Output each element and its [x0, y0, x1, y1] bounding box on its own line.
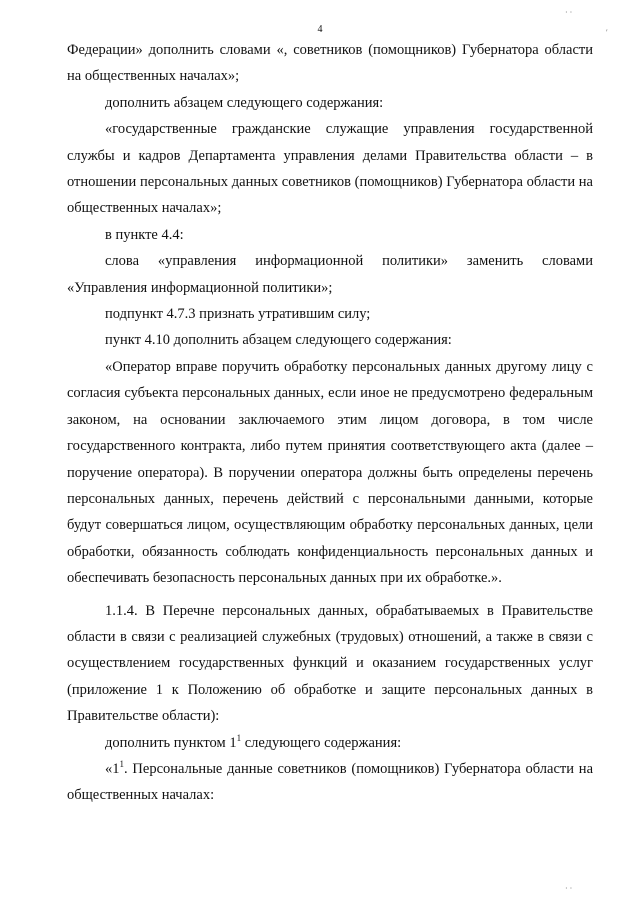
paragraph-11 [67, 756, 593, 809]
paragraph-10-text-end: следующего содержания: [241, 734, 402, 751]
paragraph-10-text: дополнить пунктом 1 [105, 734, 237, 751]
paragraph-8: «Оператор вправе поручить обработку персональных данных другому лицу с согласия субъекта персональных данных, если иное не предусмотрено федеральным законом, на основании заключаемого этим лицом договора, в том числе государственного контракта, либо путем принятия соответствующего акта (далее – поручение оператора). В поручении оператора должны быть определены перечень персональных данных, перечень действий с персональными данными, которые будут совершаться лицом, осуществляющим обработку персональных данных, цели обработки, обязанность соблюдать конфиденциальность персональных данных и обеспечивать безопасность персональных данных при их обработке.». [67, 358, 593, 587]
scan-speck: · · [565, 884, 573, 893]
scan-speck: ′ [606, 28, 608, 37]
scan-speck: · · [565, 8, 573, 17]
paragraph-9: 1.1.4. В Перечне персональных данных, обрабатываемых в Правительстве области в связи с реализацией служебных (трудовых) отношений, а также в связи с осуществлением государственных функций и оказанием государственных услуг (приложение 1 к Положению об обработке и защите персональных данных в Правительстве области): [67, 602, 593, 725]
paragraph-10 [67, 730, 593, 756]
superscript-marker: 1 [236, 732, 242, 743]
paragraph-11-text-end: . Персональные данные советников (помощников) Губернатора области на общественных началах: [67, 760, 593, 804]
paragraph-5: слова «управления информационной политики» заменить словами «Управления информационной политики»; [67, 253, 593, 296]
paragraph-1: Федерации» дополнить словами «, советников (помощников) Губернатора области на общественных началах»; [67, 42, 593, 85]
paragraph-11-text: «1 [105, 760, 120, 777]
paragraph-3: «государственные гражданские служащие управления государственной службы и кадров Департамента управления делами Правительства области – в отношении персональных данных советников (помощников) Губернатора области на общественных началах»; [67, 121, 593, 217]
paragraph-4: в пункте 4.4: [105, 226, 184, 243]
paragraph-7: пункт 4.10 дополнить абзацем следующего содержания: [105, 332, 452, 349]
page-number: 4 [317, 24, 323, 35]
superscript-marker: 1 [119, 759, 124, 770]
paragraph-6: подпункт 4.7.3 признать утратившим силу; [105, 306, 371, 323]
document-body [67, 37, 593, 809]
paragraph-2: дополнить абзацем следующего содержания: [105, 94, 384, 111]
